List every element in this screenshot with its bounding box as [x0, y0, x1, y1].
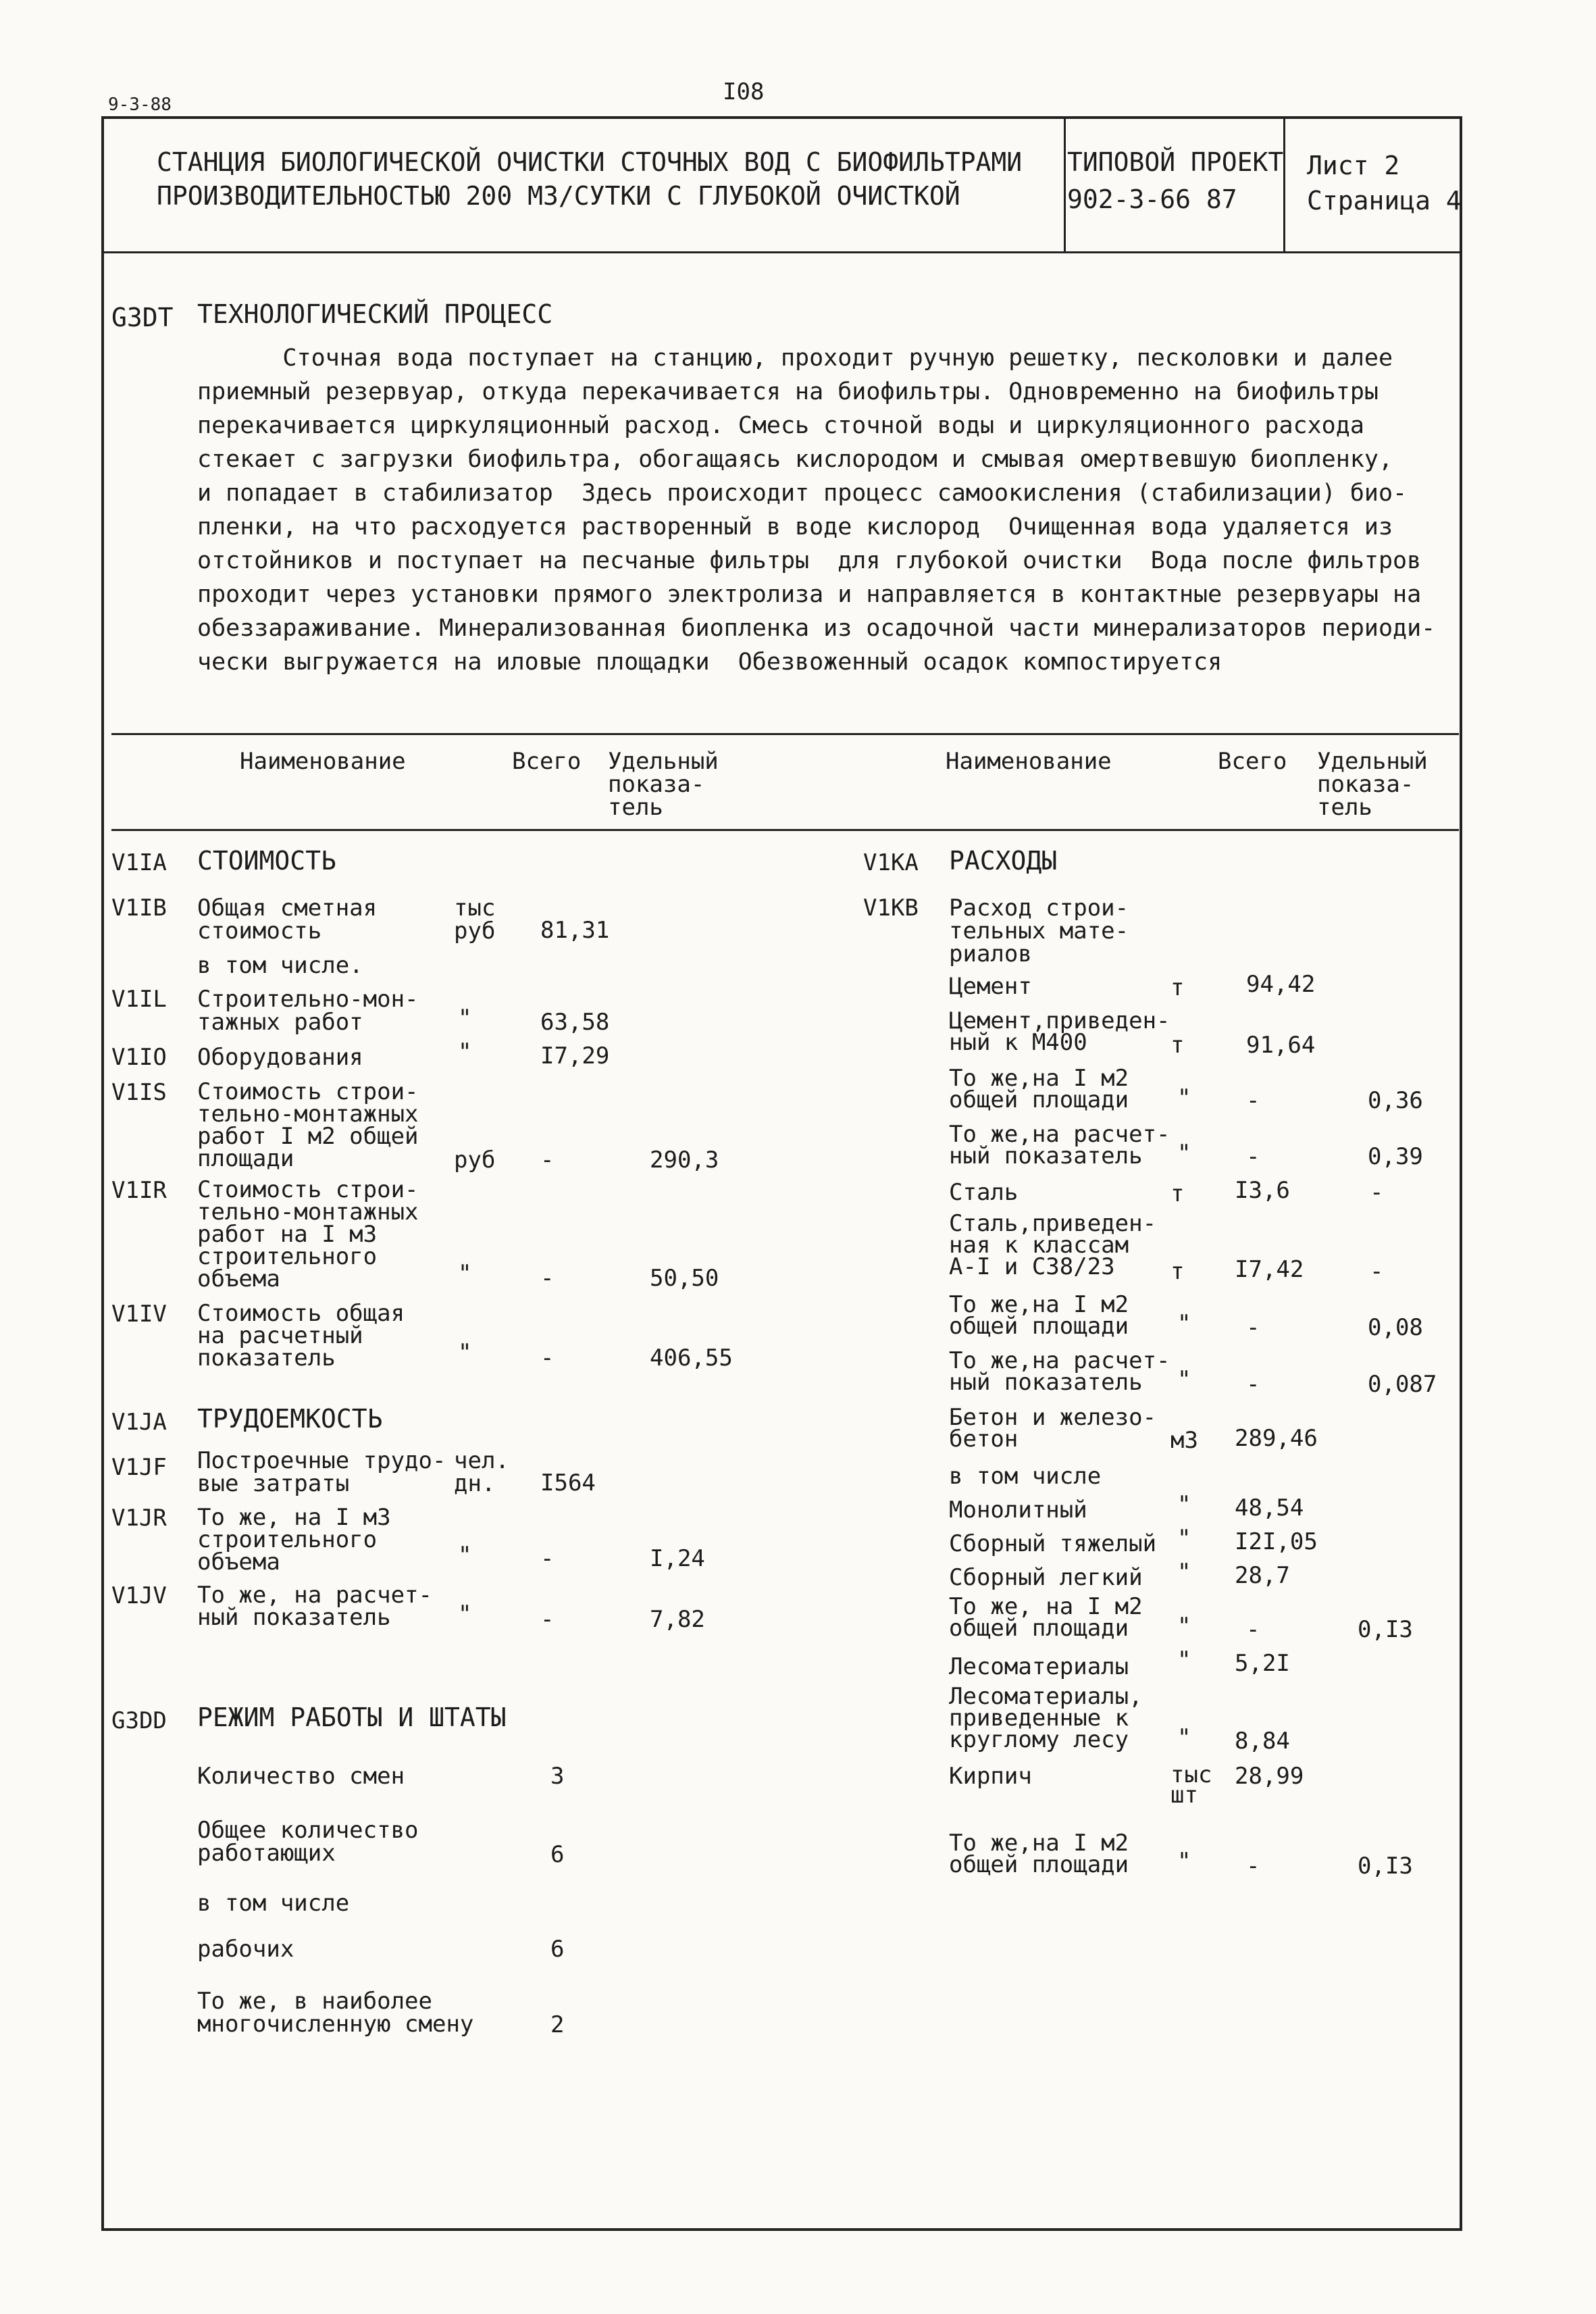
- expense-row-name: Цемент: [949, 973, 1032, 1000]
- expense-row-unit: ": [1177, 1559, 1191, 1586]
- expense-row-name: То же,на расчет- ный показатель: [949, 1121, 1170, 1169]
- cost-row-code: V1IV: [111, 1301, 167, 1328]
- cost-row-name: Стоимость общая на расчетный показатель: [197, 1300, 405, 1372]
- cost-row-unit: тыс руб: [454, 895, 496, 945]
- expense-row-total: 28,99: [1235, 1763, 1304, 1790]
- expense-row-name: Монолитный: [949, 1496, 1087, 1524]
- labor-row-total: -: [540, 1606, 555, 1633]
- expense-row-name: Лесоматериалы: [949, 1653, 1129, 1680]
- labor-row-name: Построечные трудо- вые затраты: [197, 1447, 446, 1497]
- title-block-divider-2: [1283, 116, 1285, 251]
- labor-row-code: V1JF: [111, 1454, 167, 1481]
- expense-row-name: Сборный тяжелый: [949, 1530, 1157, 1557]
- expenses-code: V1KA: [863, 849, 919, 876]
- cost-row-specific: 290,3: [650, 1147, 719, 1174]
- expense-row-unit: ": [1177, 1310, 1191, 1337]
- expense-row-name: Сталь: [949, 1179, 1019, 1206]
- cost-row-name: Строительно-мон- тажных работ: [197, 986, 419, 1036]
- expense-row-specific: 0,08: [1368, 1314, 1423, 1341]
- expense-row-unit: ": [1177, 1491, 1191, 1518]
- expense-row-name: То же,на I м2 общей площади: [949, 1291, 1129, 1340]
- staff-row-name: рабочих: [197, 1936, 294, 1963]
- process-description: [197, 341, 1435, 679]
- labor-row-unit: ": [458, 1542, 472, 1569]
- expense-row-name: То же, на I м2 общей площади: [949, 1593, 1143, 1642]
- expense-row-unit: ": [1177, 1366, 1191, 1393]
- expense-row-total: 5,2I: [1235, 1650, 1290, 1677]
- expense-row-total: -: [1246, 1371, 1260, 1398]
- process-line: Сточная вода поступает на станцию, проходит ручную решетку, песколовки и далее: [197, 345, 1393, 372]
- staff-row-name: Общее количество работающих: [197, 1817, 419, 1867]
- expense-row-code: V1KB: [863, 895, 919, 922]
- expense-row-total: -: [1246, 1087, 1260, 1114]
- process-line: отстойников и поступает на песчаные фильтры для глубокой очистки Вода после фильтров: [197, 547, 1422, 574]
- expense-row-total: 289,46: [1235, 1425, 1318, 1452]
- cost-row-total: -: [540, 1265, 555, 1292]
- title-block-bottom-line: [101, 251, 1462, 253]
- left-header-total: Всего: [512, 748, 582, 775]
- process-line: перекачивается циркуляционный расход. Смесь сточной воды и циркуляционного расхода: [197, 412, 1364, 439]
- expense-row-total: I7,42: [1235, 1256, 1304, 1283]
- expense-row-unit: т: [1170, 1032, 1185, 1059]
- cost-row-specific: 406,55: [650, 1344, 733, 1372]
- labor-title: ТРУДОЕМКОСТЬ: [197, 1404, 383, 1434]
- cost-row-unit: ": [458, 1260, 472, 1287]
- labor-row-specific: 7,82: [650, 1606, 705, 1633]
- expense-row-unit: ": [1177, 1084, 1191, 1111]
- expense-row-unit: ": [1177, 1646, 1191, 1674]
- expense-row-specific: 0,39: [1368, 1143, 1423, 1170]
- cost-row-name: Стоимость строи- тельно-монтажных работ I м2 общей площади: [197, 1078, 419, 1172]
- labor-row-unit: ": [458, 1601, 472, 1628]
- table-header-bottom-line: [111, 829, 1459, 831]
- expense-row-unit: тыс шт: [1170, 1761, 1212, 1809]
- labor-row-specific: I,24: [650, 1545, 705, 1572]
- process-line: проходит через установки прямого электролиза и направляется в контактные резервуары на: [197, 581, 1422, 608]
- expenses-title: РАСХОДЫ: [949, 846, 1058, 876]
- cost-row-total: I7,29: [540, 1042, 610, 1070]
- process-line: стекает с загрузки биофильтра, обогащаясь кислородом и смывая омертвевшую биопленку,: [197, 446, 1393, 473]
- cost-code: V1IA: [111, 849, 167, 876]
- cost-row-name: Стоимость строи- тельно-монтажных работ на I м3 строительного объема: [197, 1176, 419, 1292]
- expense-row-name: То же,на I м2 общей площади: [949, 1830, 1129, 1878]
- expense-row-name: То же,на расчет- ный показатель: [949, 1347, 1170, 1396]
- right-header-name: Наименование: [946, 748, 1112, 775]
- cost-row-total: -: [540, 1344, 555, 1372]
- cost-row-code: V1IO: [111, 1044, 167, 1071]
- staff-code: G3DD: [111, 1707, 167, 1734]
- labor-row-code: V1JR: [111, 1505, 167, 1532]
- expense-row-total: -: [1246, 1314, 1260, 1341]
- process-title: ТЕХНОЛОГИЧЕСКИЙ ПРОЦЕСС: [197, 299, 553, 329]
- page-number: I08: [723, 78, 765, 105]
- cost-row-unit: ": [458, 1005, 472, 1032]
- doc-code: 9-3-88: [108, 95, 172, 115]
- staff-row-total: 2: [550, 2011, 565, 2038]
- expense-row-name: Кирпич: [949, 1763, 1032, 1790]
- process-line: пленки, на что расходуется растворенный в воде кислород Очищенная вода удаляется из: [197, 513, 1393, 540]
- expense-row-specific: 0,087: [1368, 1371, 1437, 1398]
- title-line-2: ПРОИЗВОДИТЕЛЬНОСТЬЮ 200 М3/СУТКИ С ГЛУБОКОЙ ОЧИСТКОЙ: [157, 181, 960, 211]
- cost-row-name: в том числе.: [197, 952, 363, 979]
- process-line: чески выгружается на иловые площадки Обезвоженный осадок компостируется: [197, 649, 1222, 676]
- cost-row-name: Общая сметная стоимость: [197, 895, 378, 945]
- labor-row-code: V1JV: [111, 1582, 167, 1609]
- expense-row-name: Сталь,приведен- ная к классам А-I и С38/23: [949, 1210, 1157, 1280]
- labor-code: V1JA: [111, 1409, 167, 1436]
- expense-row-total: 8,84: [1235, 1728, 1290, 1755]
- expense-row-unit: ": [1177, 1724, 1191, 1751]
- labor-row-unit: чел. дн.: [454, 1447, 509, 1497]
- right-header-total: Всего: [1218, 748, 1287, 775]
- process-line: обеззараживание. Минерализованная биопленка из осадочной части минерализаторов периоди-: [197, 615, 1436, 642]
- table-top-line: [111, 733, 1459, 735]
- cost-row-total: 81,31: [540, 917, 610, 944]
- labor-row-name: То же, на расчет- ный показатель: [197, 1582, 432, 1631]
- expense-row-unit: ": [1177, 1525, 1191, 1552]
- cost-row-total: -: [540, 1147, 555, 1174]
- expense-row-specific: 0,I3: [1358, 1616, 1413, 1643]
- project-label: ТИПОВОЙ ПРОЕКТ: [1067, 147, 1284, 177]
- cost-title: СТОИМОСТЬ: [197, 846, 336, 876]
- cost-row-specific: 50,50: [650, 1265, 719, 1292]
- staff-title: РЕЖИМ РАБОТЫ И ШТАТЫ: [197, 1703, 507, 1732]
- left-header-name: Наименование: [240, 748, 406, 775]
- expense-row-specific: 0,I3: [1358, 1853, 1413, 1880]
- process-line: и попадает в стабилизатор Здесь происходит процесс самоокисления (стабилизации) био-: [197, 480, 1408, 507]
- expense-row-unit: т: [1170, 1258, 1185, 1285]
- expense-row-name: Лесоматериалы, приведенные к круглому лесу: [949, 1683, 1143, 1753]
- right-header-specific: Удельный показа- тель: [1317, 748, 1428, 821]
- cost-row-code: V1IB: [111, 895, 167, 922]
- expense-row-total: -: [1246, 1616, 1260, 1643]
- sheet-label: Лист 2: [1307, 151, 1400, 180]
- expense-row-specific: -: [1370, 1179, 1384, 1206]
- expense-row-total: I3,6: [1235, 1177, 1290, 1204]
- expense-row-name: в том числе: [949, 1463, 1102, 1490]
- process-line: приемный резервуар, откуда перекачивается на биофильтры. Одновременно на биофильтры: [197, 378, 1379, 405]
- process-code: G3DT: [111, 303, 174, 332]
- expense-row-unit: ": [1177, 1613, 1191, 1640]
- expense-row-name: Цемент,приведен- ный к М400: [949, 1007, 1170, 1056]
- expense-row-total: 94,42: [1246, 971, 1316, 998]
- expense-row-total: I2I,05: [1235, 1528, 1318, 1555]
- labor-row-total: I564: [540, 1469, 596, 1496]
- cost-row-unit: ": [458, 1339, 472, 1366]
- staff-row-name: Количество смен: [197, 1763, 405, 1790]
- cost-row-code: V1IS: [111, 1079, 167, 1106]
- title-block-divider-1: [1064, 116, 1066, 251]
- cost-row-code: V1IR: [111, 1177, 167, 1204]
- expense-row-name: Расход строи- тельных мате- риалов: [949, 895, 1129, 967]
- expense-row-name: То же,на I м2 общей площади: [949, 1065, 1129, 1113]
- expense-row-total: 91,64: [1246, 1032, 1316, 1059]
- labor-row-total: -: [540, 1545, 555, 1572]
- staff-row-total: 6: [550, 1841, 565, 1868]
- title-line-1: СТАНЦИЯ БИОЛОГИЧЕСКОЙ ОЧИСТКИ СТОЧНЫХ ВОД С БИОФИЛЬТРАМИ: [157, 147, 1023, 177]
- expense-row-specific: -: [1370, 1258, 1384, 1285]
- expense-row-total: 28,7: [1235, 1562, 1290, 1589]
- page-label: Страница 4: [1307, 186, 1462, 216]
- staff-row-total: 6: [550, 1936, 565, 1963]
- labor-row-name: То же, на I м3 строительного объема: [197, 1504, 391, 1576]
- cost-row-code: V1IL: [111, 986, 167, 1013]
- expense-row-name: Бетон и железо- бетон: [949, 1404, 1157, 1453]
- expense-row-total: -: [1246, 1143, 1260, 1170]
- cost-row-unit: ": [458, 1038, 472, 1065]
- expense-row-specific: 0,36: [1368, 1087, 1423, 1114]
- expense-row-unit: ": [1177, 1140, 1191, 1167]
- expense-row-total: -: [1246, 1853, 1260, 1880]
- cost-row-total: 63,58: [540, 1009, 610, 1036]
- expense-row-unit: т: [1170, 974, 1185, 1001]
- cost-row-unit: руб: [454, 1147, 496, 1174]
- project-number: 902-3-66 87: [1067, 184, 1237, 214]
- expense-row-total: 48,54: [1235, 1494, 1304, 1521]
- left-header-specific: Удельный показа- тель: [608, 748, 719, 821]
- staff-row-name: То же, в наиболее многочисленную смену: [197, 1988, 474, 2038]
- staff-row-name: в том числе: [197, 1890, 350, 1917]
- cost-row-name: Оборудования: [197, 1044, 363, 1071]
- expense-row-unit: т: [1170, 1180, 1185, 1207]
- expense-row-unit: м3: [1170, 1427, 1198, 1454]
- expense-row-unit: ": [1177, 1848, 1191, 1875]
- expense-row-name: Сборный легкий: [949, 1564, 1143, 1591]
- staff-row-total: 3: [550, 1763, 565, 1790]
